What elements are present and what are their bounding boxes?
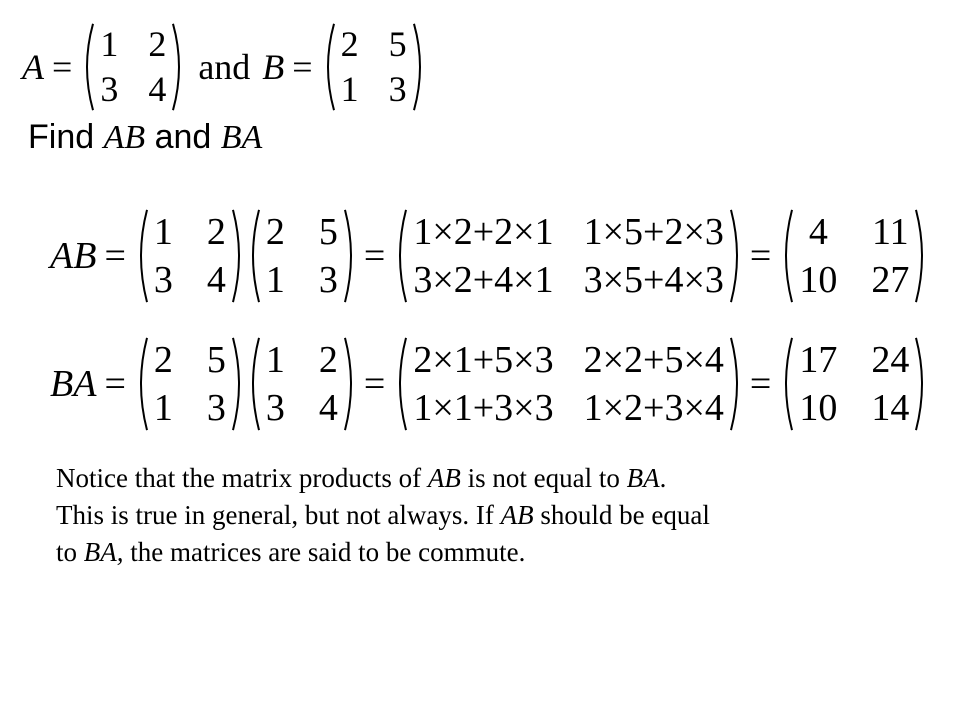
left-paren <box>134 336 150 432</box>
matrix-cell: 3 <box>153 259 173 301</box>
matrix-cell: 2 <box>265 211 285 253</box>
right-paren <box>342 208 358 304</box>
matrix-cell: 2 <box>153 339 173 381</box>
note-ab: AB <box>427 463 461 493</box>
matrix-cell: 2 <box>318 339 338 381</box>
matrix-cell: 1×2+3×4 <box>583 387 724 429</box>
matrix-cell: 2 <box>206 211 226 253</box>
matrix-cell: 11 <box>872 211 909 253</box>
note-ab: AB <box>500 500 534 530</box>
ab-symbol: AB <box>103 119 146 156</box>
equals-sign: = <box>749 363 772 405</box>
matrix-cell: 3×5+4×3 <box>583 259 724 301</box>
matrix-b-symbol: B <box>262 47 285 87</box>
ba-equation <box>50 336 929 432</box>
matrix-cell: 1 <box>265 259 285 301</box>
note-text: the matrices are said to be commute. <box>123 537 526 567</box>
matrix-cell: 4 <box>318 387 338 429</box>
equals-sign: = <box>363 363 386 405</box>
find-word: Find <box>28 118 95 156</box>
left-paren <box>393 336 409 432</box>
ab-expanded <box>393 208 744 304</box>
left-paren <box>779 208 795 304</box>
matrix-cell: 17 <box>799 339 838 381</box>
matrix-cell: 3×2+4×1 <box>413 259 554 301</box>
right-paren <box>913 208 929 304</box>
matrix-cell: 10 <box>799 259 838 301</box>
note-text: Notice that the matrix products of <box>56 463 428 493</box>
matrix-cell: 5 <box>388 24 407 64</box>
matrix-cell: 14 <box>871 387 910 429</box>
matrix-a <box>80 22 186 112</box>
equals-sign: = <box>104 363 126 405</box>
ba-expanded <box>393 336 744 432</box>
right-paren <box>230 208 246 304</box>
matrix-cell: 27 <box>871 259 910 301</box>
matrix-cell: 3 <box>318 259 338 301</box>
matrix-cell: 1 <box>340 69 359 109</box>
matrix-cell: 3 <box>265 387 285 429</box>
matrix-cell: 1×5+2×3 <box>583 211 724 253</box>
matrix-cell: 1×2+2×1 <box>413 211 554 253</box>
note-text: . <box>659 463 667 493</box>
ba-right-factor <box>246 336 358 432</box>
matrix-cell: 4 <box>808 211 828 253</box>
left-paren <box>246 208 262 304</box>
right-paren <box>170 22 186 112</box>
right-paren <box>230 336 246 432</box>
equals-sign: = <box>749 235 772 277</box>
matrix-cell: 2 <box>148 24 167 64</box>
ba-lhs: BA <box>50 363 97 405</box>
and-word: and <box>198 47 251 87</box>
and-word: and <box>154 118 212 156</box>
right-paren <box>913 336 929 432</box>
right-paren <box>728 208 744 304</box>
matrix-a-symbol: A <box>22 47 44 87</box>
left-paren <box>779 336 795 432</box>
matrix-cell: 1 <box>265 339 285 381</box>
matrix-cell: 3 <box>100 69 119 109</box>
matrix-cell: 2×2+5×4 <box>583 339 724 381</box>
equals-sign: = <box>104 235 126 277</box>
left-paren <box>246 336 262 432</box>
equals-sign: = <box>363 235 386 277</box>
matrix-cell: 3 <box>388 69 407 109</box>
note-text: should be equal <box>533 500 710 530</box>
right-paren <box>411 22 427 112</box>
matrix-cell: 3 <box>206 387 226 429</box>
ab-result <box>779 208 929 304</box>
note-text: is not equal to <box>460 463 627 493</box>
matrix-cell: 10 <box>799 387 838 429</box>
matrix-cell: 5 <box>206 339 226 381</box>
right-paren <box>728 336 744 432</box>
matrix-cell: 2 <box>340 24 359 64</box>
left-paren <box>321 22 337 112</box>
note-text: to <box>56 537 84 567</box>
ba-result <box>779 336 929 432</box>
note-ba: BA <box>626 463 660 493</box>
matrix-cell: 24 <box>871 339 910 381</box>
matrix-cell: 1×1+3×3 <box>413 387 554 429</box>
equals-sign: = <box>292 47 313 87</box>
matrix-cell: 1 <box>153 211 173 253</box>
matrix-b <box>321 22 427 112</box>
left-paren <box>80 22 96 112</box>
ab-right-factor <box>246 208 358 304</box>
matrix-cell: 5 <box>318 211 338 253</box>
matrix-cell: 2×1+5×3 <box>413 339 554 381</box>
ba-left-factor <box>134 336 246 432</box>
note-ba: BA, <box>83 537 124 567</box>
matrix-cell: 1 <box>153 387 173 429</box>
ab-lhs: AB <box>50 235 97 277</box>
note-text: This is true in general, but not always. If <box>56 500 501 530</box>
ba-symbol: BA <box>220 119 263 156</box>
equals-sign: = <box>52 47 73 87</box>
task-line <box>28 118 262 157</box>
explanation-note <box>56 460 916 571</box>
right-paren <box>342 336 358 432</box>
left-paren <box>393 208 409 304</box>
ab-equation <box>50 208 929 304</box>
matrix-cell: 1 <box>100 24 119 64</box>
ab-left-factor <box>134 208 246 304</box>
matrix-cell: 4 <box>206 259 226 301</box>
matrix-cell: 4 <box>148 69 167 109</box>
left-paren <box>134 208 150 304</box>
matrix-definitions <box>22 22 427 112</box>
